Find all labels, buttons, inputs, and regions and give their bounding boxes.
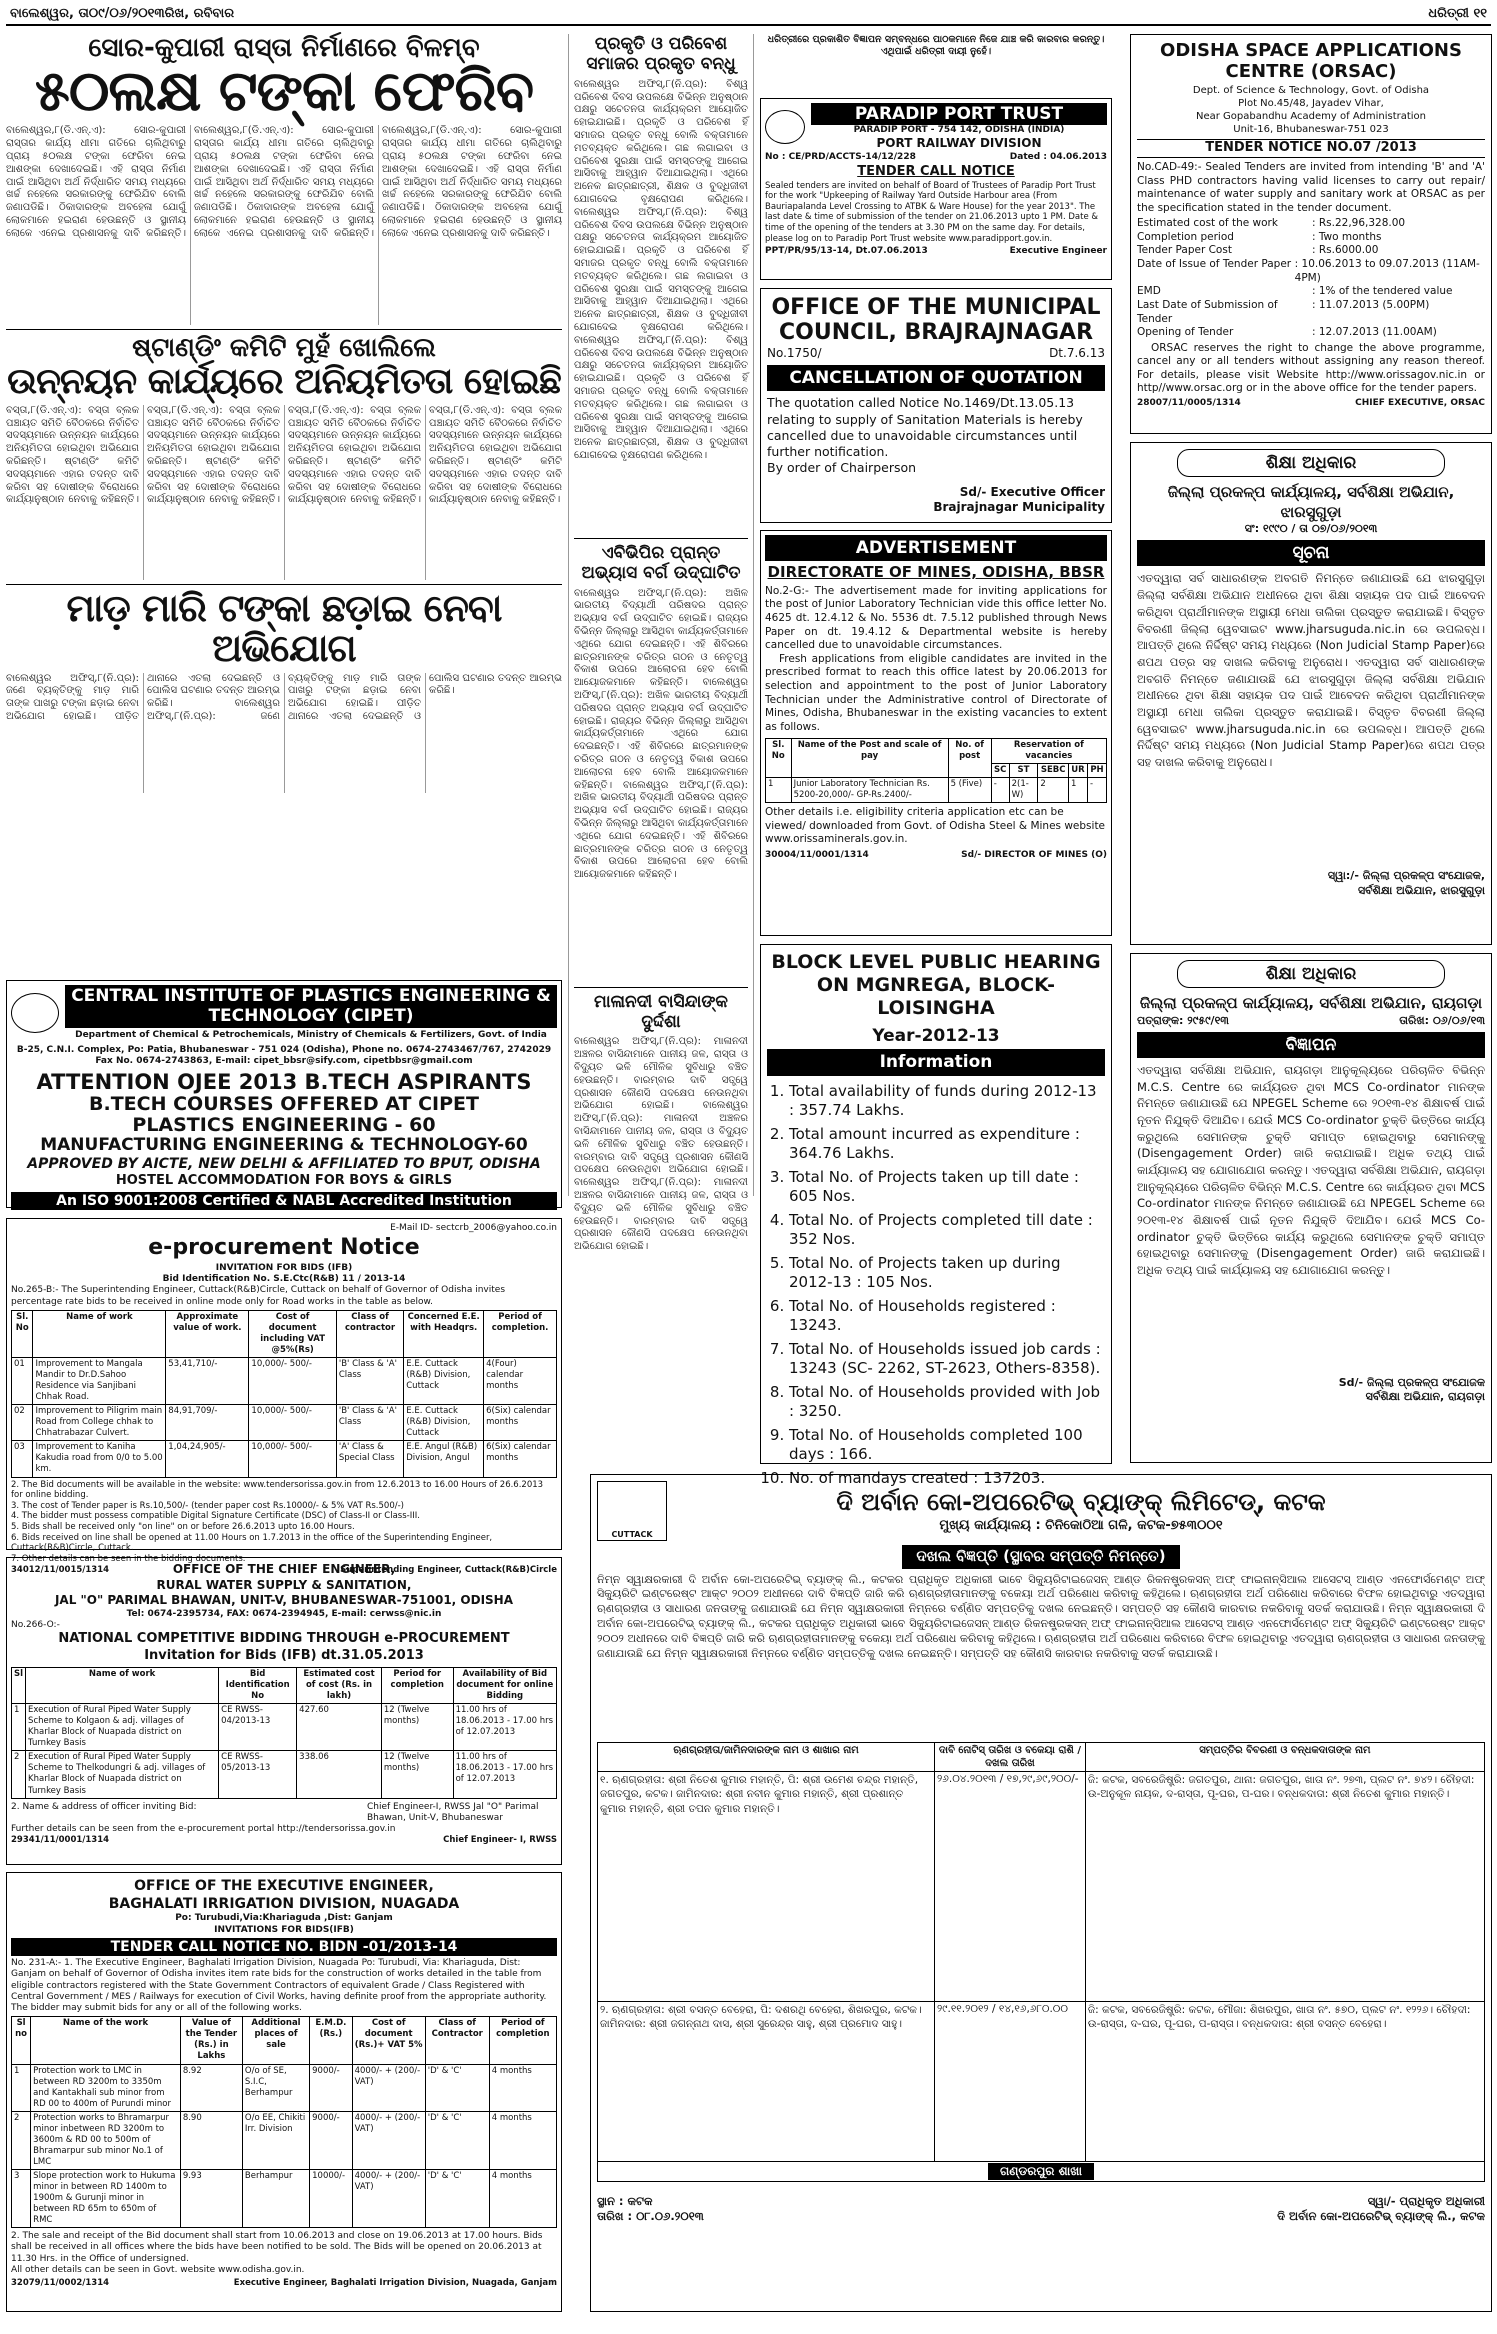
brajraj-order: By order of Chairperson xyxy=(767,460,917,476)
list-item: 10. No. of mandays created : 137203. xyxy=(789,1469,1105,1489)
table-row: 2 Execution of Rural Piped Water Supply Scheme to Thelkodungri & adj. villages of Kharlar Block of Nuapada district on Turnkey Basis CE RWSS-05/2013-13 338.06 12 (Twelve months) 11.00 hrs of 18.06.2013 - 17.00 hrs of 12.07.2013 xyxy=(12,1751,557,1798)
bagh-tender-no: TENDER CALL NOTICE NO. BIDN -01/2013-14 xyxy=(11,1938,557,1956)
rwss-subtitle: Invitation for Bids (IFB) dt.31.05.2013 xyxy=(144,1648,424,1664)
rwss-address: JAL "O" PARIMAL BHAWAN, UNIT-V, BHUBANESWAR-751001, ODISHA xyxy=(54,1593,514,1608)
bagh-note1: 2. The sale and receipt of the Bid document shall start from 10.06.2013 and close on 19.06.2013 at 17.00 hours. Bids shall be received in all offices where the bids have been notified to be sold. The Bids will be opened on 20.06.2013 at 11.30 Hrs. in the Office of undersigned. xyxy=(11,2231,543,2264)
disclaimer: ଧରିତ୍ରୀରେ ପ୍ରକାଶିତ ବିଜ୍ଞାପନ ସମ୍ବନ୍ଧରେ ପାଠକମାନେ ନିଜେ ଯାଞ୍ଚ କରି କାରବାର କରନ୍ତୁ। ଏଥିପାଇଁ ଧରିତ୍ରୀ ଦାୟୀ ନୁହେଁ। xyxy=(767,34,1105,58)
urban-bank-notice xyxy=(590,1474,1492,2312)
raya-no: ପତ୍ରାଙ୍କ: ୨୯୫୯/୧୩ xyxy=(1137,1013,1229,1027)
raya-body: ଏତଦ୍ୱାରା ସର୍ବଶିକ୍ଷା ଅଭିଯାନ, ରାୟଗଡ଼ା ଆନୁକୂଲ୍ୟରେ ପରିଚାଳିତ ବିଭିନ୍ନ M.C.S. Centre ରେ କାର୍ଯ୍ୟରତ ଥିବା MCS Co-ordinator ମାନଙ୍କ ନିମନ୍ତେ ଜଣାଯାଉଛି ଯେ NPEGEL Scheme ରେ ୨୦୧୩-୧୪ ଶିକ୍ଷାବର୍ଷ ପାଇଁ ନୂତନ ନିଯୁକ୍ତି ଦିଆଯିବ। ଯେଉଁ MCS Co-ordinator ଚୁକ୍ତି ଭିତ୍ତିରେ କାର୍ଯ୍ୟ କରୁଥିଲେ ସେମାନଙ୍କ ଚୁକ୍ତି ସମାପ୍ତ ହୋଇଥିବାରୁ ସେମାନଙ୍କୁ (Disengagement Order) ଜାରି କରାଯାଇଛି। ଅଧିକ ତଥ୍ୟ ପାଇଁ କାର୍ଯ୍ୟାଳୟ ସହ ଯୋଗାଯୋଗ କରନ୍ତୁ। ଏତଦ୍ୱାରା ସର୍ବଶିକ୍ଷା ଅଭିଯାନ, ରାୟଗଡ଼ା ଆନୁକୂଲ୍ୟରେ ପରିଚାଳିତ ବିଭିନ୍ନ M.C.S. Centre ରେ କାର୍ଯ୍ୟରତ ଥିବା MCS Co-ordinator ମାନଙ୍କ ନିମନ୍ତେ ଜଣାଯାଉଛି ଯେ NPEGEL Scheme ରେ ୨୦୧୩-୧୪ ଶିକ୍ଷାବର୍ଷ ପାଇଁ ନୂତନ ନିଯୁକ୍ତି ଦିଆଯିବ। ଯେଉଁ MCS Co-ordinator ଚୁକ୍ତି ଭିତ୍ତିରେ କାର୍ଯ୍ୟ କରୁଥିଲେ ସେମାନଙ୍କ ଚୁକ୍ତି ସମାପ୍ତ ହୋଇଥିବାରୁ ସେମାନଙ୍କୁ (Disengagement Order) ଜାରି କରାଯାଇଛି। ଅଧିକ ତଥ୍ୟ ପାଇଁ କାର୍ଯ୍ୟାଳୟ ସହ ଯୋଗାଯୋଗ କରନ୍ତୁ। xyxy=(1137,1062,1485,1278)
cipet-ad xyxy=(6,980,562,1208)
table-row: 02 Improvement to Piligrim main Road from College chhak to Chhatrabazar Culvert. 84,91,709/- 10,000/- 500/- 'B' Class & 'A' Class E.E. Cuttack (R&B) Division, Cuttack 6(Six) calendar months xyxy=(12,1405,557,1441)
raya-sign2: ସର୍ବଶିକ୍ଷା ଅଭିଯାନ, ରାୟଗଡ଼ା xyxy=(1365,1390,1485,1404)
jhar-title: ସୂଚନା xyxy=(1137,540,1485,566)
header-date: ବାଲେଶ୍ୱର, ତା୦୯/୦୬/୨୦୧୩ରିଖ, ରବିବାର xyxy=(10,5,235,21)
col3-body3: ବାଲେଶ୍ୱର ଅଫିସ୍,୮(ନି.ପ୍ର): ମାଳାନଦୀ ଅଞ୍ଚଳର ବାସିନ୍ଦାମାନେ ପାନୀୟ ଜଳ, ରାସ୍ତା ଓ ବିଦ୍ୟୁତ ଭଳି ମୌଳିକ ସୁବିଧାରୁ ବଞ୍ଚିତ ହେଉଛନ୍ତି। ବାରମ୍ବାର ଦାବି ସତ୍ତ୍ୱେ ପ୍ରଶାସନ କୌଣସି ପଦକ୍ଷେପ ନେଉନଥିବା ଅଭିଯୋଗ ହୋଇଛି। ବାଲେଶ୍ୱର ଅଫିସ୍,୮(ନି.ପ୍ର): ମାଳାନଦୀ ଅଞ୍ଚଳର ବାସିନ୍ଦାମାନେ ପାନୀୟ ଜଳ, ରାସ୍ତା ଓ ବିଦ୍ୟୁତ ଭଳି ମୌଳିକ ସୁବିଧାରୁ ବଞ୍ଚିତ ହେଉଛନ୍ତି। ବାରମ୍ବାର ଦାବି ସତ୍ତ୍ୱେ ପ୍ରଶାସନ କୌଣସି ପଦକ୍ଷେପ ନେଉନଥିବା ଅଭିଯୋଗ ହୋଇଛି। ବାଲେଶ୍ୱର ଅଫିସ୍,୮(ନି.ପ୍ର): ମାଳାନଦୀ ଅଞ୍ଚଳର ବାସିନ୍ଦାମାନେ ପାନୀୟ ଜଳ, ରାସ୍ତା ଓ ବିଦ୍ୟୁତ ଭଳି ମୌଳିକ ସୁବିଧାରୁ ବଞ୍ଚିତ ହେଉଛନ୍ତି। ବାରମ୍ବାର ଦାବି ସତ୍ତ୍ୱେ ପ୍ରଶାସନ କୌଣସି ପଦକ୍ଷେପ ନେଉନଥିବା ଅଭିଯୋଗ ହୋଇଛି। xyxy=(574,1036,748,1253)
mines-body: No.2-G:- The advertisement made for inviting applications for the post of Junior Laboratory Technician vide this office letter No. 4625 dt. 12.4.12 & No. 5536 dt. 7.5.12 published through News Paper on dt. 19.4.12 & Departmental website is hereby cancelled due to unavoidable circumstances. xyxy=(765,584,1107,652)
list-item: Last Date of Submission of Tender : 11.07.2013 (5.00PM) xyxy=(1137,298,1430,325)
orsac-addr2: Plot No.45/48, Jayadev Vihar, xyxy=(1238,98,1384,110)
list-item: 4. Total No. of Projects completed till date : 352 Nos. xyxy=(789,1211,1105,1250)
raya-date: ତାରିଖ: ୦୬/୦୬/୧୩ xyxy=(1399,1013,1485,1027)
col3-body1: ବାଲେଶ୍ୱର ଅଫିସ୍,୮(ନି.ପ୍ର): ବିଶ୍ୱ ପରିବେଶ ଦିବସ ଉପଲକ୍ଷେ ବିଭିନ୍ନ ଅନୁଷ୍ଠାନ ପକ୍ଷରୁ ସଚେତନତା କାର୍ଯ୍ୟକ୍ରମ ଆୟୋଜିତ ହୋଇଯାଇଛି। ପ୍ରକୃତି ଓ ପରିବେଶ ହିଁ ସମାଜର ପ୍ରକୃତ ବନ୍ଧୁ ବୋଲି ବକ୍ତାମାନେ ମତବ୍ୟକ୍ତ କରିଥିଲେ। ଗଛ ଲଗାଇବା ଓ ପରିବେଶ ସୁରକ୍ଷା ପାଇଁ ସମସ୍ତଙ୍କୁ ଆଗେଇ ଆସିବାକୁ ଆହ୍ୱାନ ଦିଆଯାଇଥିଲା। ଏଥିରେ ଅନେକ ଛାତ୍ରଛାତ୍ରୀ, ଶିକ୍ଷକ ଓ ବୁଦ୍ଧିଜୀବୀ ଯୋଗଦେଇ ବୃକ୍ଷରୋପଣ କରିଥିଲେ। ବାଲେଶ୍ୱର ଅଫିସ୍,୮(ନି.ପ୍ର): ବିଶ୍ୱ ପରିବେଶ ଦିବସ ଉପଲକ୍ଷେ ବିଭିନ୍ନ ଅନୁଷ୍ଠାନ ପକ୍ଷରୁ ସଚେତନତା କାର୍ଯ୍ୟକ୍ରମ ଆୟୋଜିତ ହୋଇଯାଇଛି। ପ୍ରକୃତି ଓ ପରିବେଶ ହିଁ ସମାଜର ପ୍ରକୃତ ବନ୍ଧୁ ବୋଲି ବକ୍ତାମାନେ ମତବ୍ୟକ୍ତ କରିଥିଲେ। ଗଛ ଲଗାଇବା ଓ ପରିବେଶ ସୁରକ୍ଷା ପାଇଁ ସମସ୍ତଙ୍କୁ ଆଗେଇ ଆସିବାକୁ ଆହ୍ୱାନ ଦିଆଯାଇଥିଲା। ଏଥିରେ ଅନେକ ଛାତ୍ରଛାତ୍ରୀ, ଶିକ୍ଷକ ଓ ବୁଦ୍ଧିଜୀବୀ ଯୋଗଦେଇ ବୃକ୍ଷରୋପଣ କରିଥିଲେ। ବାଲେଶ୍ୱର ଅଫିସ୍,୮(ନି.ପ୍ର): ବିଶ୍ୱ ପରିବେଶ ଦିବସ ଉପଲକ୍ଷେ ବିଭିନ୍ନ ଅନୁଷ୍ଠାନ ପକ୍ଷରୁ ସଚେତନତା କାର୍ଯ୍ୟକ୍ରମ ଆୟୋଜିତ ହୋଇଯାଇଛି। ପ୍ରକୃତି ଓ ପରିବେଶ ହିଁ ସମାଜର ପ୍ରକୃତ ବନ୍ଧୁ ବୋଲି ବକ୍ତାମାନେ ମତବ୍ୟକ୍ତ କରିଥିଲେ। ଗଛ ଲଗାଇବା ଓ ପରିବେଶ ସୁରକ୍ଷା ପାଇଁ ସମସ୍ତଙ୍କୁ ଆଗେଇ ଆସିବାକୁ ଆହ୍ୱାନ ଦିଆଯାଇଥିଲା। ଏଥିରେ ଅନେକ ଛାତ୍ରଛାତ୍ରୀ, ଶିକ୍ଷକ ଓ ବୁଦ୍ଧିଜୀବୀ ଯୋଗଦେଇ ବୃକ୍ଷରୋପଣ କରିଥିଲେ। xyxy=(574,78,748,461)
bank-logo: CUTTACK xyxy=(597,1481,667,1541)
table-row: 01 Improvement to Mangala Mandir to Dr.D.Sahoo Residence via Sanjibani Chhak Road. 53,41,710/- 10,000/- 500/- 'B' Class & 'A' Class E.E. Cuttack (R&B) Division, Cuttack 4(Four) calendar months xyxy=(12,1358,557,1405)
col3-headline3: ମାଳାନଦୀ ବାସିନ୍ଦାଙ୍କ ଦୁର୍ଦ୍ଦଶା xyxy=(594,991,728,1032)
list-item: Date of Issue of Tender Paper : 10.06.2013 to 09.07.2013 (11AM-4PM) xyxy=(1137,257,1480,284)
table-row: 1 Junior Laboratory Technician Rs. 5200-20,000/- GP-Rs.2400/- 5 (Five) - 2(1-W) 2 1 - xyxy=(766,777,1107,802)
news-stories xyxy=(6,34,562,979)
mgnrega-year: Year-2012-13 xyxy=(872,1026,1000,1047)
list-item: Opening of Tender : 12.07.2013 (11.00AM) xyxy=(1137,326,1437,339)
raya-sign1: Sd/- ଜିଲ୍ଲା ପ୍ରକଳ୍ପ ସଂଯୋଜକ xyxy=(1338,1375,1485,1389)
eproc-sub1: INVITATION FOR BIDS (IFB) xyxy=(215,1262,353,1273)
ppt-ref: PPT/PR/95/13-14, Dt.07.06.2013 xyxy=(765,246,928,257)
eproc-table xyxy=(11,1310,557,1478)
orsac-notice xyxy=(1130,34,1492,434)
baghalati-notice xyxy=(6,1872,562,2312)
rwss-table: Sl Name of work Bid Identification No Estimated cost of cost (Rs. in lakh) Period for completion Availability of Bid document for online Bidding 1 Execution of Rural Piped Water Supply Scheme to Kolgaon & adj. villages of Kharlar Block of Nuapada district on Turnkey Basis CE RWSS-04/2013-13 427.60 12 (Twelve months) 11.00 hrs of 18.06.2013 - 17.00 hrs of 12.07.2013 2 Execution of Rural Piped Water Supply Scheme to Thelkodungri & adj. villages of Kharlar Block of Nuapada district on Turnkey Basis CE RWSS-05/2013-13 338.06 12 (Twelve months) 11.00 hrs of 18.06.2013 - 17.00 hrs of 12.07.2013 xyxy=(11,1667,557,1799)
eproc-th: Cost of document including VAT @5%(Rs) xyxy=(249,1310,336,1357)
ppt-division: PORT RAILWAY DIVISION xyxy=(876,136,1042,151)
rwss-notice xyxy=(6,1557,562,1865)
ppt-body: Sealed tenders are invited on behalf of Board of Trustees of Paradip Port Trust for the work "Upkeeping of Railway Yard Outside Harbour area (From Bauriapalanda Level Crossing to ATBK & Ware House) for the year 2013". The last date & time of submission of the tender on 21.06.2013 upto 1 PM. Date & time of the opening of the tenders at 3.30 PM on the same day. For details, please log on to Paradip Port Trust website www.paradipport.gov.in. xyxy=(765,180,1099,244)
orsac-schedule xyxy=(1137,217,1485,340)
raya-banner: ଶିକ୍ଷା ଅଧିକାର xyxy=(1177,960,1445,988)
jhar-sign1: ସ୍ୱା:/- ଜିଲ୍ଲା ପ୍ରକଳ୍ପ ସଂଯୋଜକ, xyxy=(1327,869,1485,883)
table-row: 1 Execution of Rural Piped Water Supply Scheme to Kolgaon & adj. villages of Kharlar Block of Nuapada district on Turnkey Basis CE RWSS-04/2013-13 427.60 12 (Twelve months) 11.00 hrs of 18.06.2013 - 17.00 hrs of 12.07.2013 xyxy=(12,1704,557,1751)
eproc-notes: 2. The Bid documents will be available in the website: www.tendersorissa.gov.in from 12.6.2013 to 16.00 Hours of 26.6.2013 for online bidding. 3. The cost of Tender paper is Rs.10,500/- (tender paper cost Rs.10000/- & 5% VAT Rs.500/-) 4. The bidder must possess compatible Digital Signature Certificate (DSC) of Class-II or Class-III. 5. Bids shall be received only "on line" on or before 26.6.2013 upto 16.00 Hours. 6. Bids received on line shall be opened at 11.00 Hours on 1.7.2013 in the office of the Superintending Engineer, Cuttack(R&B)Circle, Cuttack. 7. Other details can be seen in the bidding documents. xyxy=(11,1479,544,1564)
table-row: 03 Improvement to Kaniha Kakudia road from 0/0 to 5.00 km. 1,04,24,905/- 10,000/- 500/- 'A' Class & Special Class E.E. Angul (R&B) Division, Angul 6(Six) calendar months xyxy=(12,1441,557,1477)
eproc-email: E-Mail ID- sectcrb_2006@yahoo.co.in xyxy=(390,1223,557,1233)
mgnrega-notice xyxy=(760,944,1112,1487)
list-item: EMD : 1% of the tendered value xyxy=(1137,285,1453,298)
bank-title: ଦି ଅର୍ବାନ କୋ-ଅପରେଟିଭ୍ ବ୍ୟାଙ୍କ୍ ଲିମିଟେଡ୍, କଟକ xyxy=(836,1487,1326,1516)
list-item: Completion period : Two months xyxy=(1137,230,1382,243)
table-row: ୧. ଋଣଗ୍ରହୀତା: ଶ୍ରୀ ନିତେଶ କୁମାର ମହାନ୍ତି, ପି: ଶ୍ରୀ ଉମେଶ ଚନ୍ଦ୍ର ମହାନ୍ତି, ଜଗତପୁର, କଟକ। ଜାମିନଦାର: ଶ୍ରୀ ନବୀନ କୁମାର ମହାନ୍ତି, ଶ୍ରୀ ପ୍ରଶାନ୍ତ କୁମାର ମହାନ୍ତି, ଶ୍ରୀ ତପନ କୁମାର ମହାନ୍ତି। ୨୬.୦୪.୨୦୧୩ / ୧୭,୨୯,୬୯,୨୦୦/- ଜି: କଟକ, ସବରେଜିଷ୍ଟ୍ରି: ଜଗତପୁର, ଥାନା: ଜଗତପୁର, ଖାତା ନଂ. ୨୭୩, ପ୍ଲଟ ନଂ. ୭୪୨। ଚୌହଦୀ: ଉ-ଅନୁକୂଳ ନାୟକ, ଦ-ରାସ୍ତା, ପୂ-ଘର, ପ-ଘର। ବନ୍ଧକଦାତା: ଶ୍ରୀ ନିତେଶ କୁମାର ମହାନ୍ତି। xyxy=(598,1771,1485,2001)
cipet-approved: APPROVED BY AICTE, NEW DELHI & AFFILIATED TO BPUT, ODISHA xyxy=(27,1155,541,1172)
mines-table: Sl. No Name of the Post and scale of pay No. of post Reservation of vacancies SC ST SEBC UR PH 1 Junior Laboratory Technician Rs. 5200-20,000/- GP-Rs.2400/- 5 (Five) - 2(1-W) 2 1 - xyxy=(765,738,1107,803)
bank-date: ତାରିଖ : ୦୮.୦୬.୨୦୧୩ xyxy=(597,2209,704,2224)
orsac-ref: 28007/11/0005/1314 xyxy=(1137,397,1241,408)
jhar-no: ସଂ: ୧୯୯୦ / ତା ୦୭/୦୬/୨୦୧୩ xyxy=(1244,522,1378,536)
list-item: 8. Total No. of Households provided with Job : 3250. xyxy=(789,1383,1105,1422)
eproc-th: Concerned E.E. with Headqrs. xyxy=(404,1310,484,1357)
brajraj-title2: COUNCIL, BRAJRAJNAGAR xyxy=(778,320,1094,346)
brajraj-cancel: CANCELLATION OF QUOTATION xyxy=(767,365,1105,391)
rwss-further: Further details can be seen from the e-procurement portal http://tendersorissa.gov.in xyxy=(11,1824,396,1835)
mines-dir: DIRECTORATE OF MINES, ODISHA, BBSR xyxy=(767,563,1105,582)
mines-other: Other details i.e. eligibility criteria application etc can be viewed/ downloaded from Govt. of Odisha Steel & Mines website www.orissaminerals.gov.in. xyxy=(765,805,1106,846)
story2-headline: ଉନ୍ନୟନ କାର୍ଯ୍ୟରେ ଅନିୟମିତତା ହୋଇଛି xyxy=(7,360,561,402)
raya-office: ଜିଲ୍ଲା ପ୍ରକଳ୍ପ କାର୍ଯ୍ୟାଳୟ, ସର୍ବଶିକ୍ଷା ଅଭିଯାନ, ରାୟଗଡ଼ା xyxy=(1139,994,1483,1013)
eproc-th: Approximate value of work. xyxy=(166,1310,249,1357)
brajraj-date: Dt.7.6.13 xyxy=(1049,345,1105,360)
list-item: Tender Paper Cost : Rs.6000.00 xyxy=(1137,244,1379,257)
cipet-dept: Department of Chemical & Petrochemicals, Ministry of Chemicals & Fertilizers, Govt. of India xyxy=(75,1030,547,1041)
story3-body: ବାଲେଶ୍ୱର ଅଫିସ୍,୮(ନି.ପ୍ର): ଜଣେ ବ୍ୟକ୍ତିଙ୍କୁ ମାଡ଼ ମାରି ତାଙ୍କ ପାଖରୁ ଟଙ୍କା ଛଡ଼ାଇ ନେବା ଅଭିଯୋଗ ହୋଇଛି। ପୀଡ଼ିତ ଥାନାରେ ଏତଲା ଦେଇଛନ୍ତି ଓ ପୋଲିସ ଘଟଣାର ତଦନ୍ତ ଆରମ୍ଭ କରିଛି। ବାଲେଶ୍ୱର ଅଫିସ୍,୮(ନି.ପ୍ର): ଜଣେ ବ୍ୟକ୍ତିଙ୍କୁ ମାଡ଼ ମାରି ତାଙ୍କ ପାଖରୁ ଟଙ୍କା ଛଡ଼ାଇ ନେବା ଅଭିଯୋଗ ହୋଇଛି। ପୀଡ଼ିତ ଥାନାରେ ଏତଲା ଦେଇଛନ୍ତି ଓ ପୋଲିସ ଘଟଣାର ତଦନ୍ତ ଆରମ୍ଭ କରିଛି। xyxy=(6,672,562,722)
cipet-logo-icon xyxy=(11,993,59,1033)
cipet-address: B-25, C.N.I. Complex, Po: Patia, Bhubaneswar - 751 024 (Odisha), Phone no. 0674-2743467/767, 2742029 Fax No. 0674-2743863, E-mail: cipet_bbsr@sify.com, cipetbbsr@gmail.com xyxy=(16,1044,552,1067)
cipet-hostel: HOSTEL ACCOMMODATION FOR BOYS & GIRLS xyxy=(115,1172,453,1188)
rwss-sign: Chief Engineer- I, RWSS xyxy=(443,1835,557,1846)
brajraj-sign1: Sd/- Executive Officer xyxy=(959,484,1105,499)
bank-sign1: ସ୍ୱା/- ପ୍ରାଧିକୃତ ଅଧିକାରୀ xyxy=(1367,2194,1485,2209)
list-item: 6. Total No. of Households registered : 13243. xyxy=(789,1297,1105,1336)
orsac-sign: CHIEF EXECUTIVE, ORSAC xyxy=(1355,397,1485,408)
list-item: 1. Total availability of funds during 2012-13 : 357.74 Lakhs. xyxy=(789,1082,1105,1121)
col3-headline2: ଏବିଭିପିର ପ୍ରାନ୍ତ ଅଭ୍ୟାସ ବର୍ଗ ଉଦ୍‌ଘାଟିତ xyxy=(581,542,741,584)
orsac-tender-no: TENDER NOTICE NO.07 /2013 xyxy=(1137,139,1485,158)
rwss-title: NATIONAL COMPETITIVE BIDDING THROUGH e-PROCUREMENT xyxy=(58,1631,510,1647)
ppt-logo-icon xyxy=(765,110,805,144)
rwss-office: OFFICE OF THE CHIEF ENGINEER, xyxy=(172,1562,396,1576)
bagh-sign: Executive Engineer, Baghalati Irrigation Division, Nuagada, Ganjam xyxy=(233,2278,557,2289)
bank-hq: ମୁଖ୍ୟ କାର୍ଯ୍ୟାଳୟ : ଚିନିକୋଠିଆ ଗଳି, କଟକ-୭୫୩୦୦୧ xyxy=(939,1518,1223,1534)
cipet-iso: An ISO 9001:2008 Certified & NABL Accredited Institution xyxy=(11,1192,557,1210)
mines-sign: Sd/- DIRECTOR OF MINES (O) xyxy=(961,849,1107,860)
orsac-addr1: Dept. of Science & Technology, Govt. of Odisha xyxy=(1192,85,1430,97)
bank-table: ଋଣଗ୍ରହୀତା/ଜାମିନଦାରଙ୍କ ନାମ ଓ ଶାଖାର ନାମ ଦାବି ନୋଟିସ୍ ତାରିଖ ଓ ବକେୟା ରାଶି / ଦଖଲ ତାରିଖ ସମ୍ପତ୍ତିର ବିବରଣୀ ଓ ବନ୍ଧକଦାତାଙ୍କ ନାମ ୧. ଋଣଗ୍ରହୀତା: ଶ୍ରୀ ନିତେଶ କୁମାର ମହାନ୍ତି, ପି: ଶ୍ରୀ ଉମେଶ ଚନ୍ଦ୍ର ମହାନ୍ତି, ଜଗତପୁର, କଟକ। ଜାମିନଦାର: ଶ୍ରୀ ନବୀନ କୁମାର ମହାନ୍ତି, ଶ୍ରୀ ପ୍ରଶାନ୍ତ କୁମାର ମହାନ୍ତି, ଶ୍ରୀ ତପନ କୁମାର ମହାନ୍ତି। ୨୬.୦୪.୨୦୧୩ / ୧୭,୨୯,୬୯,୨୦୦/- ଜି: କଟକ, ସବରେଜିଷ୍ଟ୍ରି: ଜଗତପୁର, ଥାନା: ଜଗତପୁର, ଖାତା ନଂ. ୨୭୩, ପ୍ଲଟ ନଂ. ୭୪୨। ଚୌହଦୀ: ଉ-ଅନୁକୂଳ ନାୟକ, ଦ-ରାସ୍ତା, ପୂ-ଘର, ପ-ଘର। ବନ୍ଧକଦାତା: ଶ୍ରୀ ନିତେଶ କୁମାର ମହାନ୍ତି। ୨. ଋଣଗ୍ରହୀତା: ଶ୍ରୀ ବସନ୍ତ ବେହେରା, ପି: ଦଶରଥି ବେହେରା, ଶିଖରପୁର, କଟକ। ଜାମିନଦାର: ଶ୍ରୀ ଜଗନ୍ନାଥ ଦାସ, ଶ୍ରୀ ସୁରେନ୍ଦ୍ର ସାହୁ, ଶ୍ରୀ ପ୍ରମୋଦ ସାହୁ। ୨୯.୧୧.୨୦୧୨ / ୧୪,୧୬,୬୮୦.୦୦ ଜି: କଟକ, ସବରେଜିଷ୍ଟ୍ରି: କଟକ, ମୌଜା: ଶିଖରପୁର, ଖାତା ନଂ. ୫୭୦, ପ୍ଲଟ ନଂ. ୧୨୨୬। ଚୌହଦୀ: ଉ-ରାସ୍ତା, ଦ-ଘର, ପୂ-ଘର, ପ-ରାସ୍ତା। ବନ୍ଧକଦାତା: ଶ୍ରୀ ବସନ୍ତ ବେହେରା। ଗଣ୍ଡରପୁର ଶାଖା xyxy=(597,1742,1485,2183)
eproc-th: Sl. No xyxy=(12,1310,33,1357)
ppt-no: No : CE/PRD/ACCTS-14/12/228 xyxy=(765,151,916,162)
orsac-body: No.CAD-49:- Sealed Tenders are invited from intending 'B' and 'A' Class PHD contractors having valid licenses to carry out repair/ maintenance of water supply and sanitary work at ORSAC as per the specification stated in the tender document. xyxy=(1137,161,1485,214)
bagh-division: BAGHALATI IRRIGATION DIVISION, NUAGADA xyxy=(108,1896,460,1913)
list-item: 5. Total No. of Projects taken up during 2012-13 : 105 Nos. xyxy=(789,1254,1105,1293)
orsac-addr3: Near Gopabandhu Academy of Administration xyxy=(1195,111,1427,123)
rwss-office2: RURAL WATER SUPPLY & SANITATION, xyxy=(156,1577,412,1592)
cipet-plastics: PLASTICS ENGINEERING - 60 xyxy=(132,1114,436,1137)
mines-body2: Fresh applications from eligible candidates are invited in the prescribed format to reach this office latest by 20.06.2013 for selection and appointment to the post of Junior Laboratory Technician under the Administrative control of Directorate of Mines, Odisha, Bhubaneswar in the existing vacancies to extent as follows. xyxy=(765,652,1107,733)
bagh-office: OFFICE OF THE EXECUTIVE ENGINEER, xyxy=(134,1878,434,1894)
brajraj-title1: OFFICE OF THE MUNICIPAL xyxy=(771,295,1101,320)
header-paper-page: ଧରିତ୍ରୀ ୧୧ xyxy=(1428,5,1487,21)
bank-place: ସ୍ଥାନ : କଟକ xyxy=(597,2194,653,2209)
mgnrega-info: Information xyxy=(767,1049,1105,1075)
table-row: 3 Slope protection work to Hukuma minor in between RD 1400m to 1900m & Gurunji minor in between RD 65m to 650m of RMC 9.93 Berhampur 10000/- 4000/- + (200/- VAT) 'D' & 'C' 4 months xyxy=(12,2169,557,2227)
eproc-sub2: Bid Identification No. S.E.Ctc(R&B) 11 / 2013-14 xyxy=(162,1274,406,1285)
jhar-sign2: ସର୍ବଶିକ୍ଷା ଅଭିଯାନ, ଝାରସୁଗୁଡ଼ା xyxy=(1358,883,1485,897)
list-item: 7. Total No. of Households issued job cards : 13243 (SC- 2262, ST-2623, Others-8358). xyxy=(789,1340,1105,1379)
raya-title: ବିଜ୍ଞାପନ xyxy=(1137,1032,1485,1058)
bagh-ifb: INVITATIONS FOR BIDS(IFB) xyxy=(214,1924,354,1935)
mines-adv: ADVERTISEMENT xyxy=(765,535,1107,561)
brajraj-body: The quotation called Notice No.1469/Dt.13.05.13 relating to supply of Sanitation Materials is hereby cancelled due to unavoidable circumstances until further notification. xyxy=(767,395,1083,460)
orsac-foot: ORSAC reserves the right to change the above programme, cancel any or all tenders without assigning any reason thereof. For details, please visit Website http://www.orissagov.nic.in or http//www.orsac.org or in the above office for the tender papers. xyxy=(1137,341,1485,395)
rayagada-notice xyxy=(1130,953,1492,1463)
bagh-table: Sl no Name of the work Value of the Tender (Rs.) in Lakhs Additional places of sale E.M.D. (Rs.) Cost of document (Rs.)+ VAT 5% Class of Contractor Period of completion 1 Protection work to LMC in between RD 3200m to 3350m and Kantakhali sub minor from RD 00 to 400m of Purundi minor 8.92 O/o of SE, S.I.C, Berhampur 9000/- 4000/- + (200/- VAT) 'D' & 'C' 4 months 2 Protection works to Bhramarpur minor inbetween RD 3200m to 3600m & RD 00 to 500m of Bhramarpur sub minor No.1 of LMC 8.90 O/o EE, Chikiti Irr. Division 9000/- 4000/- + (200/- VAT) 'D' & 'C' 4 months 3 Slope protection work to Hukuma minor in between RD 1400m to 1900m & Gurunji minor in between RD 65m to 650m of RMC 9.93 Berhampur 10000/- 4000/- + (200/- VAT) 'D' & 'C' 4 months xyxy=(11,2016,557,2228)
rwss-no: No.266-O:- xyxy=(11,1620,60,1631)
mgnrega-title1: BLOCK LEVEL PUBLIC HEARING xyxy=(771,951,1101,973)
list-item: Estimated cost of the work : Rs.22,96,328.00 xyxy=(1137,217,1406,230)
bank-body: ନିମ୍ନ ସ୍ୱାକ୍ଷରକାରୀ ଦି ଅର୍ବାନ କୋ-ଅପରେଟିଭ୍ ବ୍ୟାଙ୍କ୍ ଲି., କଟକର ପ୍ରାଧିକୃତ ଅଧିକାରୀ ଭାବେ ସିକ୍ୟୁରିଟାଇଜେସନ୍ ଆଣ୍ଡ ରିକନଷ୍ଟ୍ରକସନ୍ ଅଫ୍ ଫାଇନାନ୍ସିଆଲ ଆସେଟସ୍ ଆଣ୍ଡ ଏନଫୋର୍ସମେଣ୍ଟ ଅଫ୍ ସିକ୍ୟୁରିଟି ଇଣ୍ଟରେଷ୍ଟ ଆକ୍ଟ ୨୦୦୨ ଅଧୀନରେ ଦାବି ବିଜ୍ଞପ୍ତି ଜାରି କରି ଋଣଗ୍ରହୀତାମାନଙ୍କୁ ବକେୟା ଅର୍ଥ ପରିଶୋଧ କରିବାକୁ କହିଥିଲେ। ଋଣଗ୍ରହୀତା ଅର୍ଥ ପରିଶୋଧ କରିବାରେ ବିଫଳ ହୋଇଥିବାରୁ ଏତଦ୍ୱାରା ଋଣଗ୍ରହୀତା ଓ ସାଧାରଣ ଜନତାଙ୍କୁ ଜଣାଯାଉଛି ଯେ ନିମ୍ନ ସ୍ୱାକ୍ଷରକାରୀ ନିମ୍ନରେ ବର୍ଣ୍ଣିତ ସମ୍ପତ୍ତିକୁ ଦଖଲ ନେଇଛନ୍ତି। ସମ୍ପତ୍ତି ସହ କୌଣସି କାରବାର ନକରିବାକୁ ସତର୍କ କରାଯାଉଛି। ନିମ୍ନ ସ୍ୱାକ୍ଷରକାରୀ ଦି ଅର୍ବାନ କୋ-ଅପରେଟିଭ୍ ବ୍ୟାଙ୍କ୍ ଲି., କଟକର ପ୍ରାଧିକୃତ ଅଧିକାରୀ ଭାବେ ସିକ୍ୟୁରିଟାଇଜେସନ୍ ଆଣ୍ଡ ରିକନଷ୍ଟ୍ରକସନ୍ ଅଫ୍ ଫାଇନାନ୍ସିଆଲ ଆସେଟସ୍ ଆଣ୍ଡ ଏନଫୋର୍ସମେଣ୍ଟ ଅଫ୍ ସିକ୍ୟୁରିଟି ଇଣ୍ଟରେଷ୍ଟ ଆକ୍ଟ ୨୦୦୨ ଅଧୀନରେ ଦାବି ବିଜ୍ଞପ୍ତି ଜାରି କରି ଋଣଗ୍ରହୀତାମାନଙ୍କୁ ବକେୟା ଅର୍ଥ ପରିଶୋଧ କରିବାକୁ କହିଥିଲେ। ଋଣଗ୍ରହୀତା ଅର୍ଥ ପରିଶୋଧ କରିବାରେ ବିଫଳ ହୋଇଥିବାରୁ ଏତଦ୍ୱାରା ଋଣଗ୍ରହୀତା ଓ ସାଧାରଣ ଜନତାଙ୍କୁ ଜଣାଯାଉଛି ଯେ ନିମ୍ନ ସ୍ୱାକ୍ଷରକାରୀ ନିମ୍ନରେ ବର୍ଣ୍ଣିତ ସମ୍ପତ୍ତିକୁ ଦଖଲ ନେଇଛନ୍ତି। ସମ୍ପତ୍ତି ସହ କୌଣସି କାରବାର ନକରିବାକୁ ସତର୍କ କରାଯାଉଛି। xyxy=(597,1572,1486,1660)
cipet-courses: B.TECH COURSES OFFERED AT CIPET xyxy=(89,1093,479,1116)
eproc-th: Class of contractor xyxy=(336,1310,403,1357)
col3-headline1: ପ୍ରକୃତି ଓ ପରିବେଶ ସମାଜର ପ୍ରକୃତ ବନ୍ଧୁ xyxy=(586,34,736,75)
col3-news xyxy=(568,34,754,1253)
ppt-title: PARADIP PORT TRUST xyxy=(811,103,1107,125)
bank-branch: ଗଣ୍ଡରପୁର ଶାଖା xyxy=(988,2163,1094,2181)
bank-notice-title: ଦଖଲ ବିଜ୍ଞପ୍ତି (ସ୍ଥାବର ସମ୍ପତ୍ତି ନିମନ୍ତେ) xyxy=(902,1545,1179,1569)
story2-kicker: ଷ୍ଟାଣ୍ଡିଂ କମିଟି ମୁହଁ ଖୋଲିଲେ xyxy=(132,333,436,364)
page-header xyxy=(6,4,1491,26)
ppt-date: Dated : 04.06.2013 xyxy=(1009,151,1107,162)
story1-kicker: ସୋର-କୁପାରୀ ରାସ୍ତା ନିର୍ମାଣରେ ବିଳମ୍ବ xyxy=(88,33,480,63)
bagh-address: Po: Turubudi,Via:Khariaguda ,Dist: Ganjam xyxy=(175,1913,393,1924)
bagh-intro: No. 231-A:- 1. The Executive Engineer, Baghalati Irrigation Division, Nuagada Po: Turubudi, Via: Khariaguda, Dist: Ganjam on behalf of Governor of Odisha invites item rate bids for the construction of works detailed in the table from eligible contractors registered with the State Government Contractors of equivalent Grade / Class Registered with Central Government / MES / Railways for execution of Civil Works, having definite proof from the appropriate authority. The bidder may submit bids for any or all of the following works. xyxy=(11,1958,547,2014)
table-row: ୨. ଋଣଗ୍ରହୀତା: ଶ୍ରୀ ବସନ୍ତ ବେହେରା, ପି: ଦଶରଥି ବେହେରା, ଶିଖରପୁର, କଟକ। ଜାମିନଦାର: ଶ୍ରୀ ଜଗନ୍ନାଥ ଦାସ, ଶ୍ରୀ ସୁରେନ୍ଦ୍ର ସାହୁ, ଶ୍ରୀ ପ୍ରମୋଦ ସାହୁ। ୨୯.୧୧.୨୦୧୨ / ୧୪,୧୬,୬୮୦.୦୦ ଜି: କଟକ, ସବରେଜିଷ୍ଟ୍ରି: କଟକ, ମୌଜା: ଶିଖରପୁର, ଖାତା ନଂ. ୫୭୦, ପ୍ଲଟ ନଂ. ୧୨୨୬। ଚୌହଦୀ: ଉ-ରାସ୍ତା, ଦ-ଘର, ପୂ-ଘର, ପ-ରାସ୍ତା। ବନ୍ଧକଦାତା: ଶ୍ରୀ ବସନ୍ତ ବେହେରା। xyxy=(598,2001,1485,2161)
eproc-th: Period of completion. xyxy=(484,1310,557,1357)
mines-notice xyxy=(760,530,1112,936)
list-item: 9. Total No. of Households completed 100 days : 166. xyxy=(789,1426,1105,1465)
paradip-port-notice xyxy=(760,98,1112,280)
table-row: 2 Protection works to Bhramarpur minor inbetween RD 3200m to 3600m & RD 00 to 500m of Bhramarpur sub minor No.1 of LMC 8.90 O/o EE, Chikiti Irr. Division 9000/- 4000/- + (200/- VAT) 'D' & 'C' 4 months xyxy=(12,2111,557,2169)
jhar-office: ଜିଲ୍ଲା ପ୍ରକଳ୍ପ କାର୍ଯ୍ୟାଳୟ, ସର୍ବଶିକ୍ଷା ଅଭିଯାନ, ଝାରସୁଗୁଡ଼ା xyxy=(1167,483,1455,521)
col3-body2: ବାଲେଶ୍ୱର ଅଫିସ୍,୮(ନି.ପ୍ର): ଅଖିଳ ଭାରତୀୟ ବିଦ୍ୟାର୍ଥୀ ପରିଷଦର ପ୍ରାନ୍ତ ଅଭ୍ୟାସ ବର୍ଗ ଉଦ୍‌ଘାଟିତ ହୋଇଛି। ରାଜ୍ୟର ବିଭିନ୍ନ ଜିଲ୍ଲାରୁ ଆସିଥିବା କାର୍ଯ୍ୟକର୍ତ୍ତାମାନେ ଏଥିରେ ଯୋଗ ଦେଇଛନ୍ତି। ଏହି ଶିବିରରେ ଛାତ୍ରମାନଙ୍କ ଚରିତ୍ର ଗଠନ ଓ ନେତୃତ୍ୱ ବିକାଶ ଉପରେ ଆଲୋଚନା ହେବ ବୋଲି ଆୟୋଜକମାନେ କହିଛନ୍ତି। ବାଲେଶ୍ୱର ଅଫିସ୍,୮(ନି.ପ୍ର): ଅଖିଳ ଭାରତୀୟ ବିଦ୍ୟାର୍ଥୀ ପରିଷଦର ପ୍ରାନ୍ତ ଅଭ୍ୟାସ ବର୍ଗ ଉଦ୍‌ଘାଟିତ ହୋଇଛି। ରାଜ୍ୟର ବିଭିନ୍ନ ଜିଲ୍ଲାରୁ ଆସିଥିବା କାର୍ଯ୍ୟକର୍ତ୍ତାମାନେ ଏଥିରେ ଯୋଗ ଦେଇଛନ୍ତି। ଏହି ଶିବିରରେ ଛାତ୍ରମାନଙ୍କ ଚରିତ୍ର ଗଠନ ଓ ନେତୃତ୍ୱ ବିକାଶ ଉପରେ ଆଲୋଚନା ହେବ ବୋଲି ଆୟୋଜକମାନେ କହିଛନ୍ତି। ବାଲେଶ୍ୱର ଅଫିସ୍,୮(ନି.ପ୍ର): ଅଖିଳ ଭାରତୀୟ ବିଦ୍ୟାର୍ଥୀ ପରିଷଦର ପ୍ରାନ୍ତ ଅଭ୍ୟାସ ବର୍ଗ ଉଦ୍‌ଘାଟିତ ହୋଇଛି। ରାଜ୍ୟର ବିଭିନ୍ନ ଜିଲ୍ଲାରୁ ଆସିଥିବା କାର୍ଯ୍ୟକର୍ତ୍ତାମାନେ ଏଥିରେ ଯୋଗ ଦେଇଛନ୍ତି। ଏହି ଶିବିରରେ ଛାତ୍ରମାନଙ୍କ ଚରିତ୍ର ଗଠନ ଓ ନେତୃତ୍ୱ ବିକାଶ ଉପରେ ଆଲୋଚନା ହେବ ବୋଲି ଆୟୋଜକମାନେ କହିଛନ୍ତି। xyxy=(574,587,748,881)
jhar-banner: ଶିକ୍ଷା ଅଧିକାର xyxy=(1177,449,1445,477)
brajraj-no: No.1750/ xyxy=(767,345,822,360)
cipet-manufacturing: MANUFACTURING ENGINEERING & TECHNOLOGY-60 xyxy=(40,1135,528,1156)
ppt-sign: Executive Engineer xyxy=(1009,246,1107,257)
cipet-attention: ATTENTION OJEE 2013 B.TECH ASPIRANTS xyxy=(36,1070,532,1095)
story1-headline: ୫୦ଲକ୍ଷ ଟଙ୍କା ଫେରିବ xyxy=(34,58,534,124)
eproc-th: Name of work xyxy=(33,1310,166,1357)
eproc-ref: 34012/11/0015/1314 xyxy=(11,1564,110,1575)
ppt-sub: PARADIP PORT - 754 142, ODISHA (INDIA) xyxy=(853,125,1065,136)
cipet-title: CENTRAL INSTITUTE OF PLASTICS ENGINEERING & TECHNOLOGY (CIPET) xyxy=(65,985,557,1028)
list-item: 2. Total amount incurred as expenditure : 364.76 Lakhs. xyxy=(789,1125,1105,1164)
bagh-note2: All other details can be seen in Govt. website www.odisha.gov.in. xyxy=(11,2264,305,2275)
story3-headline: ମାଡ଼ ମାରି ଟଙ୍କା ଛଡ଼ାଇ ନେବା ଅଭିଯୋଗ xyxy=(66,585,502,670)
jhar-body: ଏତଦ୍ୱାରା ସର୍ବ ସାଧାରଣଙ୍କ ଅବଗତି ନିମନ୍ତେ ଜଣାଯାଉଛି ଯେ ଝାରସୁଗୁଡ଼ା ଜିଲ୍ଲା ସର୍ବଶିକ୍ଷା ଅଭିଯାନ ଅଧୀନରେ ଥିବା ଶିକ୍ଷା ସହାୟକ ପଦ ପାଇଁ ଆବେଦନ କରିଥିବା ପ୍ରାର୍ଥୀମାନଙ୍କ ଅସ୍ଥାୟୀ ମେଧା ତାଲିକା ପ୍ରସ୍ତୁତ କରାଯାଇଛି। ବିସ୍ତୃତ ବିବରଣୀ ଜିଲ୍ଲା ୱେବସାଇଟ www.jharsuguda.nic.in ରେ ଉପଲବ୍ଧ। ଆପତ୍ତି ଥିଲେ ନିର୍ଦ୍ଦିଷ୍ଟ ସମୟ ମଧ୍ୟରେ (Non Judicial Stamp Paper)ରେ ଶପଥ ପତ୍ର ସହ ଦାଖଲ କରିବାକୁ ଅନୁରୋଧ। ଏତଦ୍ୱାରା ସର୍ବ ସାଧାରଣଙ୍କ ଅବଗତି ନିମନ୍ତେ ଜଣାଯାଉଛି ଯେ ଝାରସୁଗୁଡ଼ା ଜିଲ୍ଲା ସର୍ବଶିକ୍ଷା ଅଭିଯାନ ଅଧୀନରେ ଥିବା ଶିକ୍ଷା ସହାୟକ ପଦ ପାଇଁ ଆବେଦନ କରିଥିବା ପ୍ରାର୍ଥୀମାନଙ୍କ ଅସ୍ଥାୟୀ ମେଧା ତାଲିକା ପ୍ରସ୍ତୁତ କରାଯାଇଛି। ବିସ୍ତୃତ ବିବରଣୀ ଜିଲ୍ଲା ୱେବସାଇଟ www.jharsuguda.nic.in ରେ ଉପଲବ୍ଧ। ଆପତ୍ତି ଥିଲେ ନିର୍ଦ୍ଦିଷ୍ଟ ସମୟ ମଧ୍ୟରେ (Non Judicial Stamp Paper)ରେ ଶପଥ ପତ୍ର ସହ ଦାଖଲ କରିବାକୁ ଅନୁରୋଧ। xyxy=(1137,571,1485,769)
rwss-ref: 29341/11/0001/1314 xyxy=(11,1835,110,1846)
eproc-intro: No.265-B:- The Superintending Engineer, Cuttack(R&B)Circle, Cuttack on behalf of Governor of Odisha invites percentage rate bids to be received in online mode only for Road works in the table as below. xyxy=(11,1285,506,1307)
jharsuguda-notice xyxy=(1130,442,1492,945)
story2-body: ବସ୍ତା,୮(ଡି.ଏନ୍.ଏ): ବସ୍ତା ବ୍ଲକ ପଞ୍ଚାୟତ ସମିତି ବୈଠକରେ ନିର୍ବାଚିତ ସଦସ୍ୟମାନେ ଉନ୍ନୟନ କାର୍ଯ୍ୟରେ ଅନିୟମିତତା ହୋଇଥିବା ଅଭିଯୋଗ କରିଛନ୍ତି। ଷ୍ଟାଣ୍ଡିଂ କମିଟି ସଦସ୍ୟମାନେ ଏହାର ତଦନ୍ତ ଦାବି କରିବା ସହ ଦୋଷୀଙ୍କ ବିରୋଧରେ କାର୍ଯ୍ୟାନୁଷ୍ଠାନ ନେବାକୁ କହିଛନ୍ତି। ବସ୍ତା,୮(ଡି.ଏନ୍.ଏ): ବସ୍ତା ବ୍ଲକ ପଞ୍ଚାୟତ ସମିତି ବୈଠକରେ ନିର୍ବାଚିତ ସଦସ୍ୟମାନେ ଉନ୍ନୟନ କାର୍ଯ୍ୟରେ ଅନିୟମିତତା ହୋଇଥିବା ଅଭିଯୋଗ କରିଛନ୍ତି। ଷ୍ଟାଣ୍ଡିଂ କମିଟି ସଦସ୍ୟମାନେ ଏହାର ତଦନ୍ତ ଦାବି କରିବା ସହ ଦୋଷୀଙ୍କ ବିରୋଧରେ କାର୍ଯ୍ୟାନୁଷ୍ଠାନ ନେବାକୁ କହିଛନ୍ତି। ବସ୍ତା,୮(ଡି.ଏନ୍.ଏ): ବସ୍ତା ବ୍ଲକ ପଞ୍ଚାୟତ ସମିତି ବୈଠକରେ ନିର୍ବାଚିତ ସଦସ୍ୟମାନେ ଉନ୍ନୟନ କାର୍ଯ୍ୟରେ ଅନିୟମିତତା ହୋଇଥିବା ଅଭିଯୋଗ କରିଛନ୍ତି। ଷ୍ଟାଣ୍ଡିଂ କମିଟି ସଦସ୍ୟମାନେ ଏହାର ତଦନ୍ତ ଦାବି କରିବା ସହ ଦୋଷୀଙ୍କ ବିରୋଧରେ କାର୍ଯ୍ୟାନୁଷ୍ଠାନ ନେବାକୁ କହିଛନ୍ତି। ବସ୍ତା,୮(ଡି.ଏନ୍.ଏ): ବସ୍ତା ବ୍ଲକ ପଞ୍ଚାୟତ ସମିତି ବୈଠକରେ ନିର୍ବାଚିତ ସଦସ୍ୟମାନେ ଉନ୍ନୟନ କାର୍ଯ୍ୟରେ ଅନିୟମିତତା ହୋଇଥିବା ଅଭିଯୋଗ କରିଛନ୍ତି। ଷ୍ଟାଣ୍ଡିଂ କମିଟି ସଦସ୍ୟମାନେ ଏହାର ତଦନ୍ତ ଦାବି କରିବା ସହ ଦୋଷୀଙ୍କ ବିରୋଧରେ କାର୍ଯ୍ୟାନୁଷ୍ଠାନ ନେବାକୁ କହିଛନ୍ତି। xyxy=(6,404,562,506)
eproc-title: e-procurement Notice xyxy=(148,1235,420,1261)
story1-body: ବାଲେଶ୍ୱର,୮(ଡି.ଏନ୍.ଏ): ସୋର-କୁପାରୀ ରାସ୍ତାର କାର୍ଯ୍ୟ ଧୀମା ଗତିରେ ଚାଲିଥିବାରୁ ପ୍ରାୟ ୫୦ଲକ୍ଷ ଟଙ୍କା ଫେରିବା ନେଇ ଆଶଙ୍କା ଦେଖାଦେଇଛି। ଏହି ରାସ୍ତା ନିର୍ମାଣ ପାଇଁ ଆସିଥିବା ଅର୍ଥ ନିର୍ଦ୍ଧାରିତ ସମୟ ମଧ୍ୟରେ ଖର୍ଚ୍ଚ ନହେଲେ ସରକାରଙ୍କୁ ଫେରିଯିବ ବୋଲି ଜଣାପଡିଛି। ଠିକାଦାରଙ୍କ ଅବହେଳା ଯୋଗୁଁ ଲୋକମାନେ ହଇରାଣ ହେଉଛନ୍ତି ଓ ସ୍ଥାନୀୟ ଲୋକେ ଏନେଇ ପ୍ରଶାସନକୁ ଦାବି କରିଛନ୍ତି। ବାଲେଶ୍ୱର,୮(ଡି.ଏନ୍.ଏ): ସୋର-କୁପାରୀ ରାସ୍ତାର କାର୍ଯ୍ୟ ଧୀମା ଗତିରେ ଚାଲିଥିବାରୁ ପ୍ରାୟ ୫୦ଲକ୍ଷ ଟଙ୍କା ଫେରିବା ନେଇ ଆଶଙ୍କା ଦେଖାଦେଇଛି। ଏହି ରାସ୍ତା ନିର୍ମାଣ ପାଇଁ ଆସିଥିବା ଅର୍ଥ ନିର୍ଦ୍ଧାରିତ ସମୟ ମଧ୍ୟରେ ଖର୍ଚ୍ଚ ନହେଲେ ସରକାରଙ୍କୁ ଫେରିଯିବ ବୋଲି ଜଣାପଡିଛି। ଠିକାଦାରଙ୍କ ଅବହେଳା ଯୋଗୁଁ ଲୋକମାନେ ହଇରାଣ ହେଉଛନ୍ତି ଓ ସ୍ଥାନୀୟ ଲୋକେ ଏନେଇ ପ୍ରଶାସନକୁ ଦାବି କରିଛନ୍ତି। ବାଲେଶ୍ୱର,୮(ଡି.ଏନ୍.ଏ): ସୋର-କୁପାରୀ ରାସ୍ତାର କାର୍ଯ୍ୟ ଧୀମା ଗତିରେ ଚାଲିଥିବାରୁ ପ୍ରାୟ ୫୦ଲକ୍ଷ ଟଙ୍କା ଫେରିବା ନେଇ ଆଶଙ୍କା ଦେଖାଦେଇଛି। ଏହି ରାସ୍ତା ନିର୍ମାଣ ପାଇଁ ଆସିଥିବା ଅର୍ଥ ନିର୍ଦ୍ଧାରିତ ସମୟ ମଧ୍ୟରେ ଖର୍ଚ୍ଚ ନହେଲେ ସରକାରଙ୍କୁ ଫେରିଯିବ ବୋଲି ଜଣାପଡିଛି। ଠିକାଦାରଙ୍କ ଅବହେଳା ଯୋଗୁଁ ଲୋକମାନେ ହଇରାଣ ହେଉଛନ୍ତି ଓ ସ୍ଥାନୀୟ ଲୋକେ ଏନେଇ ପ୍ରଶାସନକୁ ଦାବି କରିଛନ୍ତି। xyxy=(6,125,562,239)
mgnrega-list xyxy=(767,1082,1105,1489)
orsac-title2: CENTRE (ORSAC) xyxy=(1225,60,1397,82)
ppt-tc: TENDER CALL NOTICE xyxy=(857,163,1015,179)
orsac-title1: ODISHA SPACE APPLICATIONS xyxy=(1160,40,1462,61)
rwss-contact: Tel: 0674-2395734, FAX: 0674-2394945, E-mail: cerwss@nic.in xyxy=(126,1608,442,1619)
bagh-ref: 32079/11/0002/1314 xyxy=(11,2278,110,2289)
mgnrega-title2: ON MGNREGA, BLOCK-LOISINGHA xyxy=(816,973,1056,1019)
bank-sign2: ଦି ଅର୍ବାନ କୋ-ଅପରେଟିଭ୍ ବ୍ୟାଙ୍କ୍ ଲି., କଟକ xyxy=(1277,2209,1485,2224)
brajrajnagar-notice xyxy=(760,288,1112,523)
table-row: 1 Protection work to LMC in between RD 3200m to 3350m and Kantakhali sub minor from RD 00 to 400m of Purundi minor 8.92 O/o of SE, S.I.C, Berhampur 9000/- 4000/- + (200/- VAT) 'D' & 'C' 4 months xyxy=(12,2064,557,2111)
mines-ref: 30004/11/0001/1314 xyxy=(765,849,869,860)
rwss-officer-label: 2. Name & address of officer inviting Bid: xyxy=(11,1801,197,1812)
eproc-sign: Superintending Engineer, Cuttack(R&B)Circle xyxy=(340,1564,557,1575)
rwss-officer: Chief Engineer-I, RWSS Jal "O" Parimal Bhawan, Unit-V, Bhubaneswar xyxy=(367,1801,539,1823)
orsac-addr4: Unit-16, Bhubaneswar-751 023 xyxy=(1233,124,1389,136)
brajraj-sign2: Brajrajnagar Municipality xyxy=(933,500,1105,515)
list-item: 3. Total No. of Projects taken up till date : 605 Nos. xyxy=(789,1168,1105,1207)
